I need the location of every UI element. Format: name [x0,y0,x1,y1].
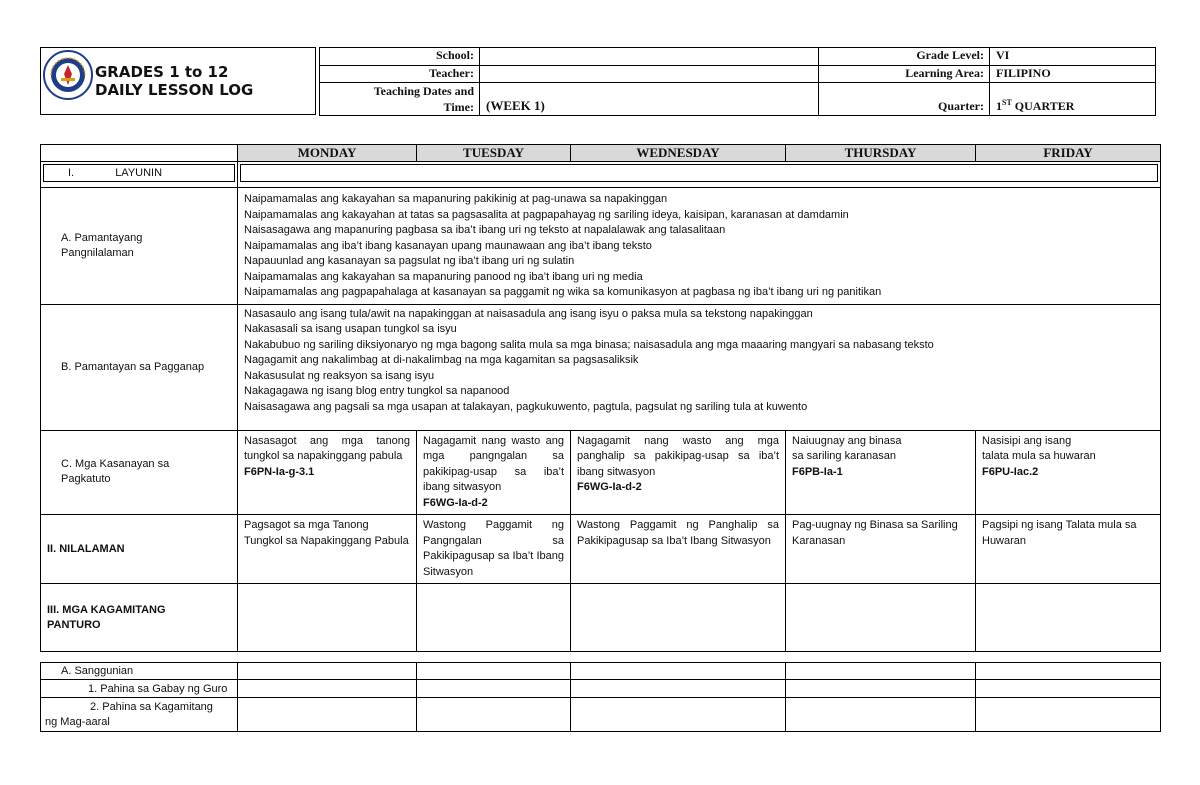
deped-seal-icon [43,50,93,100]
kagamitang-tuesday[interactable] [417,698,571,732]
pamantayang-label: A. Pamantayang Pangnilalaman [41,188,238,305]
sanggunian-tuesday[interactable] [417,663,571,680]
competency-code: F6WG-Ia-d-2 [577,481,642,493]
kagamitang-friday[interactable] [976,698,1161,732]
layunin-row [41,162,1161,188]
kasanayan-thursday: Naiuugnay ang binasa sa sariling karanasan F6PB-Ia-1 [786,430,976,515]
gabay-friday[interactable] [976,680,1161,698]
pamantayang-item: Naisasagawa ang mapanuring pagbasa sa iba’t ibang uri ng teksto at napalalawak ang talasalitaan [244,224,726,236]
nilalaman-row [41,515,1161,584]
pagganap-item: Nakabubuo ng sariling diksiyonaryo ng mga bagong salita mula sa mga binasa; naisasadula ang mga maaaring mangyari sa nabasang teksto [244,338,934,351]
competency-code: F6PU-Iac.2 [982,465,1039,478]
pagganap-item: Nakasasali sa isang usapan tungkol sa isyu [244,323,457,335]
teacher-label: Teacher: [320,66,480,83]
kasanayan-friday: Nasisipi ang isang talata mula sa huwaran F6PU-Iac.2 [976,430,1161,515]
nilalaman-label: II. NILALAMAN [41,515,238,584]
school-field[interactable] [480,48,819,66]
layunin-label: LAYUNIN [115,167,163,179]
kagamitang-wednesday[interactable] [571,698,786,732]
grade-level-label: Grade Level: [819,48,990,66]
title-line-1: GRADES 1 to 12 [95,63,229,81]
pagganap-item: Nakagagawa ng isang blog entry tungkol sa napanood [244,385,510,397]
learning-area-label: Learning Area: [819,66,990,83]
gabay-wednesday[interactable] [571,680,786,698]
nilalaman-thursday: Pag-uugnay ng Binasa sa Sariling Karanasan [786,515,976,584]
layunin-number: I. [68,167,75,179]
pamantayang-content [238,188,1161,305]
pamantayang-row [41,188,1161,305]
kagamitang-thursday[interactable] [786,698,976,732]
kagamitan-label: III. MGA KAGAMITANG PANTURO [41,584,238,652]
gabay-monday[interactable] [238,680,417,698]
page-title [95,63,253,99]
grade-level-field[interactable]: VI [990,48,1156,66]
sanggunian-monday[interactable] [238,663,417,680]
corner-cell [41,145,238,162]
day-header-friday: FRIDAY [976,145,1161,162]
layunin-label-cell [41,162,238,188]
day-header-thursday: THURSDAY [786,145,976,162]
sanggunian-table [40,662,1161,732]
header-info-table [319,47,1156,116]
sanggunian-label: A. Sanggunian [41,663,238,680]
gabay-row [41,680,1161,698]
layunin-content-cell[interactable] [238,162,1161,188]
gabay-tuesday[interactable] [417,680,571,698]
kasanayan-tuesday: Nagagamit nang wasto ang mga pangngalan sa pakikipag-usap sa iba’t ibang sitwasyon F6WG-Ia-d-2 [417,430,571,515]
competency-code: F6PN-Ia-g-3.1 [244,465,315,478]
pamantayang-item: Naipamamalas ang kakayahan sa mapanuring pakikinig at pag-unawa sa napakinggan [244,193,668,205]
day-header-tuesday: TUESDAY [417,145,571,162]
kagamitan-row [41,584,1161,652]
kagamitang-mag-aaral-label: 2. Pahina sa Kagamitang ng Mag-aaral [41,698,238,732]
pamantayang-item: Naipamamalas ang kakayahan sa mapanuring panood ng iba’t ibang uri ng media [244,270,643,283]
kagamitan-thursday[interactable] [786,584,976,652]
pagganap-content [238,304,1161,430]
kagamitang-mag-aaral-row [41,698,1161,732]
pamantayang-item: Napauunlad ang kasanayan sa pagsulat ng iba’t ibang uri ng sulatin [244,255,575,267]
gabay-label: 1. Pahina sa Gabay ng Guro [41,680,238,698]
pagganap-item: Nakasusulat ng reaksyon sa isang isyu [244,369,435,382]
sanggunian-row [41,663,1161,680]
pamantayang-item: Naipamamalas ang pagpapahalaga at kasanayan sa paggamit ng wika sa komunikasyon at pagbasa ng iba’t ibang uri ng panitikan [244,286,882,298]
pagganap-row [41,304,1161,430]
nilalaman-tuesday: Wastong Paggamit ng Pangngalan sa Pakikipagusap sa Iba’t Ibang Sitwasyon [417,515,571,584]
learning-area-field[interactable]: FILIPINO [990,66,1156,83]
pamantayang-item: Naipamamalas ang iba’t ibang kasanayan upang maunawaan ang iba’t ibang teksto [244,239,652,252]
gabay-thursday[interactable] [786,680,976,698]
kagamitan-wednesday[interactable] [571,584,786,652]
lesson-log-table [40,144,1161,652]
competency-code: F6PB-Ia-1 [792,465,843,478]
kagamitan-friday[interactable] [976,584,1161,652]
pamantayang-item: Naipamamalas ang kakayahan at tatas sa pagsasalita at pagpapahayag ng sariling ideya, kaisipan, karanasan at damdamin [244,208,849,221]
day-header-row [41,145,1161,162]
kagamitang-monday[interactable] [238,698,417,732]
pagganap-item: Naisasagawa ang pagsali sa mga usapan at talakayan, pagkukuwento, pagtula, pagsulat ng sariling tula at kuwento [244,400,808,413]
title-line-2: DAILY LESSON LOG [95,81,254,99]
nilalaman-monday: Pagsagot sa mga Tanong Tungkol sa Napakinggang Pabula [238,515,417,584]
sanggunian-thursday[interactable] [786,663,976,680]
quarter-field[interactable]: 1ST QUARTER [990,83,1156,116]
teaching-dates-field[interactable]: (WEEK 1) [480,83,819,116]
pagganap-label: B. Pamantayan sa Pagganap [41,304,238,430]
sanggunian-wednesday[interactable] [571,663,786,680]
school-label: School: [320,48,480,66]
kagamitan-tuesday[interactable] [417,584,571,652]
pagganap-item: Nagagamit ang nakalimbag at di-nakalimbag na mga kagamitan sa pagsasaliksik [244,354,639,366]
kagamitan-monday[interactable] [238,584,417,652]
pagganap-item: Nasasaulo ang isang tula/awit na napakinggan at naisasadula ang isang isyu o paksa mula sa tekstong napakinggan [244,307,813,320]
kasanayan-monday: Nasasagot ang mga tanong tungkol sa napakinggang pabula F6PN-Ia-g-3.1 [238,430,417,515]
teaching-dates-label: Teaching Dates and Time: [320,83,480,116]
kasanayan-wednesday: Nagagamit nang wasto ang mga panghalip sa pakikipag-usap sa iba’t ibang sitwasyon F6WG-Ia-d-2 [571,430,786,515]
nilalaman-wednesday: Wastong Paggamit ng Panghalip sa Pakikipagusap sa Iba’t Ibang Sitwasyon [571,515,786,584]
teacher-field[interactable] [480,66,819,83]
kasanayan-row [41,430,1161,515]
sanggunian-friday[interactable] [976,663,1161,680]
day-header-monday: MONDAY [238,145,417,162]
competency-code: F6WG-Ia-d-2 [423,496,488,509]
quarter-label: Quarter: [819,83,990,116]
kasanayan-label: C. Mga Kasanayan sa Pagkatuto [41,430,238,515]
day-header-wednesday: WEDNESDAY [571,145,786,162]
nilalaman-friday: Pagsipi ng isang Talata mula sa Huwaran [976,515,1161,584]
